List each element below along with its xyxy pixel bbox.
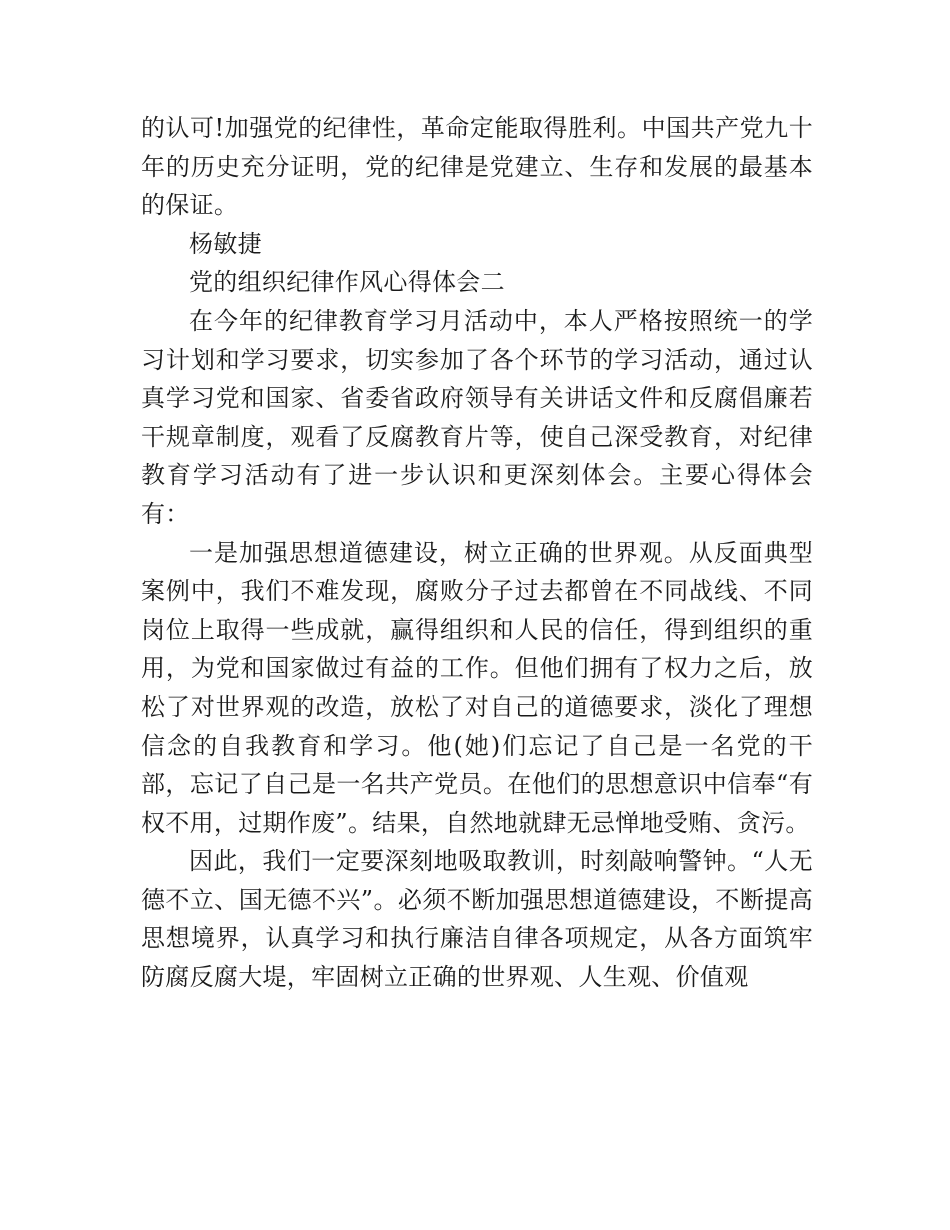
author-name: 杨敏捷 <box>189 229 262 258</box>
paragraph-continuation: 的认可!加强党的纪律性，革命定能取得胜利。中国共产党九十年的历史充分证明，党的纪律是党建立、生存和发展的最基本的保证。 <box>141 114 813 220</box>
section-title: 党的组织纪律作风心得体会二 <box>189 268 505 297</box>
paragraph-intro: 在今年的纪律教育学习月活动中，本人严格按照统一的学习计划和学习要求，切实参加了各个环节的学习活动，通过认真学习党和国家、省委省政府领导有关讲话文件和反腐倡廉若干规章制度，观看了反腐教育片等，使自己深受教育，对纪律教育学习活动有了进一步认识和更深刻体会。主要心得体会有： <box>141 306 813 528</box>
paragraph-point-one: 一是加强思想道德建设，树立正确的世界观。从反面典型案例中，我们不难发现，腐败分子过去都曾在不同战线、不同岗位上取得一些成就，赢得组织和人民的信任，得到组织的重用，为党和国家做过有益的工作。但他们拥有了权力之后，放松了对世界观的改造，放松了对自己的道德要求，淡化了理想信念的自我教育和学习。他(她)们忘记了自己是一名党的干部，忘记了自己是一名共产党员。在他们的思想意识中信奉“有权不用，过期作废”。结果，自然地就肆无忌惮地受贿、贪污。 <box>141 538 813 837</box>
paragraph-conclusion: 因此，我们一定要深刻地吸取教训，时刻敲响警钟。“人无德不立、国无德不兴”。必须不断加强思想道德建设，不断提高思想境界，认真学习和执行廉洁自律各项规定，从各方面筑牢防腐反腐大堤，牢固树立正确的世界观、人生观、价值观 <box>141 847 813 992</box>
document-body <box>141 109 813 997</box>
